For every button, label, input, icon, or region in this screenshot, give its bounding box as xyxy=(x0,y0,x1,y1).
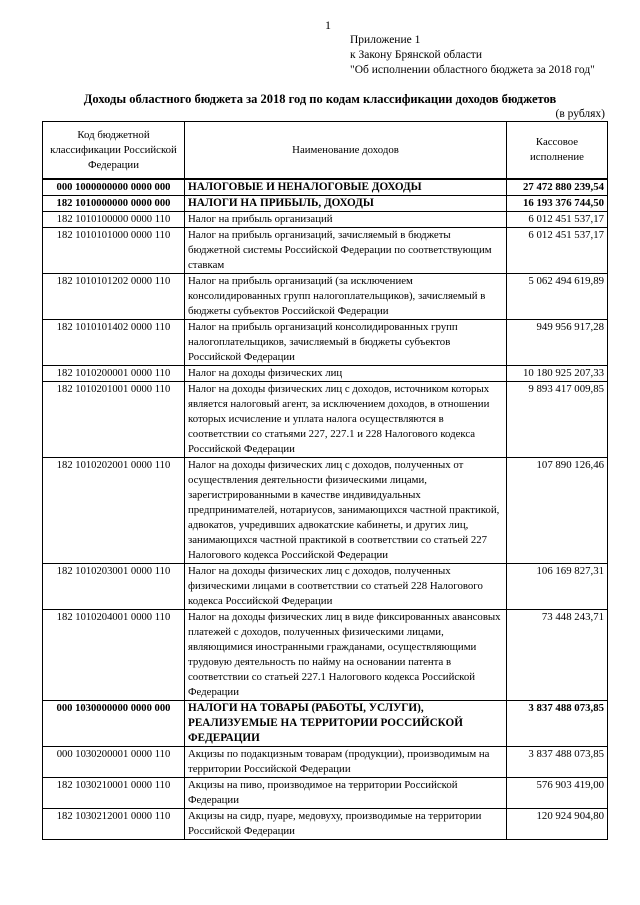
name-cell: Налог на доходы физических лиц с доходов, полученных от осуществления деятельности физическими лицами, зарегистрированными в качестве индивидуальных предпринимателей, нотариусов, занимающихся частной практикой, адвокатов, учредивших адвокатские кабинеты, и других лиц, занимающихся частной практикой в соответствии со статьей 227 Налогового кодекса Российской Федерации xyxy=(185,458,507,564)
table-row xyxy=(43,778,608,809)
amount-cell: 106 169 827,31 xyxy=(507,564,608,610)
name-cell: Налог на доходы физических лиц xyxy=(185,366,507,382)
name-cell: Налог на прибыль организаций (за исключением консолидированных групп налогоплательщиков), зачисляемый в бюджеты субъектов Российской Федерации xyxy=(185,274,507,320)
appendix-line: к Закону Брянской области xyxy=(350,49,482,61)
table-row xyxy=(43,196,608,212)
table-row xyxy=(43,610,608,701)
table-header-row xyxy=(43,122,608,180)
amount-cell: 3 837 488 073,85 xyxy=(507,747,608,778)
table-row xyxy=(43,228,608,274)
code-cell: 000 1030200001 0000 110 xyxy=(43,747,185,778)
code-cell: 182 1010204001 0000 110 xyxy=(43,610,185,701)
table-row xyxy=(43,701,608,747)
name-cell: Налог на прибыль организаций, зачисляемый в бюджеты бюджетной системы Российской Федерации по соответствующим ставкам xyxy=(185,228,507,274)
name-cell: Налог на прибыль организаций xyxy=(185,212,507,228)
table-row xyxy=(43,179,608,196)
name-cell: Налог на доходы физических лиц с доходов, полученных физическими лицами в соответствии со статьей 228 Налогового кодекса Российской Федерации xyxy=(185,564,507,610)
amount-cell: 576 903 419,00 xyxy=(507,778,608,809)
amount-cell: 3 837 488 073,85 xyxy=(507,701,608,747)
amount-cell: 949 956 917,28 xyxy=(507,320,608,366)
name-cell: Налог на прибыль организаций консолидированных групп налогоплательщиков, зачисляемый в бюджеты субъектов Российской Федерации xyxy=(185,320,507,366)
name-cell: НАЛОГИ НА ТОВАРЫ (РАБОТЫ, УСЛУГИ), РЕАЛИЗУЕМЫЕ НА ТЕРРИТОРИИ РОССИЙСКОЙ ФЕДЕРАЦИИ xyxy=(185,701,507,747)
table-row xyxy=(43,212,608,228)
appendix-line: Приложение 1 xyxy=(350,34,421,46)
code-cell: 182 1030210001 0000 110 xyxy=(43,778,185,809)
name-cell: Акцизы на пиво, производимое на территории Российской Федерации xyxy=(185,778,507,809)
name-cell: НАЛОГИ НА ПРИБЫЛЬ, ДОХОДЫ xyxy=(185,196,507,212)
table-row xyxy=(43,382,608,458)
revenue-table xyxy=(42,121,608,840)
name-cell: Налог на доходы физических лиц с доходов, источником которых является налоговый агент, за исключением доходов, в отношении которых исчисление и уплата налога осуществляются в соответствии со статьями 227, 227.1 и 228 Налогового кодекса Российской Федерации xyxy=(185,382,507,458)
name-cell: Акцизы по подакцизным товарам (продукции), производимым на территории Российской Федерации xyxy=(185,747,507,778)
header-name: Наименование доходов xyxy=(185,122,507,180)
code-cell: 182 1010000000 0000 000 xyxy=(43,196,185,212)
name-cell: Налог на доходы физических лиц в виде фиксированных авансовых платежей с доходов, полученных физическими лицами, являющимися иностранными гражданами, осуществляющими трудовую деятельность по найму на основании патента в соответствии со статьей 227.1 Налогового кодекса Российской Федерации xyxy=(185,610,507,701)
appendix-block xyxy=(350,33,595,78)
document-title: Доходы областного бюджета за 2018 год по кодам классификации доходов бюджетов xyxy=(83,92,557,106)
table-row xyxy=(43,274,608,320)
name-cell: НАЛОГОВЫЕ И НЕНАЛОГОВЫЕ ДОХОДЫ xyxy=(185,179,507,196)
amount-cell: 10 180 925 207,33 xyxy=(507,366,608,382)
table-row xyxy=(43,747,608,778)
table-row xyxy=(43,458,608,564)
amount-cell: 16 193 376 744,50 xyxy=(507,196,608,212)
name-cell: Акцизы на сидр, пуаре, медовуху, производимые на территории Российской Федерации xyxy=(185,809,507,840)
table-row xyxy=(43,809,608,840)
amount-cell: 6 012 451 537,17 xyxy=(507,228,608,274)
table-row xyxy=(43,564,608,610)
code-cell: 182 1010100000 0000 110 xyxy=(43,212,185,228)
amount-cell: 5 062 494 619,89 xyxy=(507,274,608,320)
code-cell: 182 1010101202 0000 110 xyxy=(43,274,185,320)
code-cell: 182 1010202001 0000 110 xyxy=(43,458,185,564)
code-cell: 182 1010101000 0000 110 xyxy=(43,228,185,274)
units-label: (в рублях) xyxy=(555,108,605,120)
header-code: Код бюджетной классификации Российской Федерации xyxy=(43,122,185,180)
amount-cell: 107 890 126,46 xyxy=(507,458,608,564)
code-cell: 182 1030212001 0000 110 xyxy=(43,809,185,840)
table-row xyxy=(43,320,608,366)
amount-cell: 6 012 451 537,17 xyxy=(507,212,608,228)
code-cell: 000 1030000000 0000 000 xyxy=(43,701,185,747)
page-number: 1 xyxy=(325,18,331,32)
table-row xyxy=(43,366,608,382)
table-body xyxy=(43,179,608,840)
code-cell: 000 1000000000 0000 000 xyxy=(43,179,185,196)
amount-cell: 73 448 243,71 xyxy=(507,610,608,701)
amount-cell: 27 472 880 239,54 xyxy=(507,179,608,196)
amount-cell: 9 893 417 009,85 xyxy=(507,382,608,458)
code-cell: 182 1010201001 0000 110 xyxy=(43,382,185,458)
header-amount: Кассовое исполнение xyxy=(507,122,608,180)
amount-cell: 120 924 904,80 xyxy=(507,809,608,840)
code-cell: 182 1010101402 0000 110 xyxy=(43,320,185,366)
code-cell: 182 1010203001 0000 110 xyxy=(43,564,185,610)
appendix-line: "Об исполнении областного бюджета за 2018 год" xyxy=(350,64,595,76)
code-cell: 182 1010200001 0000 110 xyxy=(43,366,185,382)
